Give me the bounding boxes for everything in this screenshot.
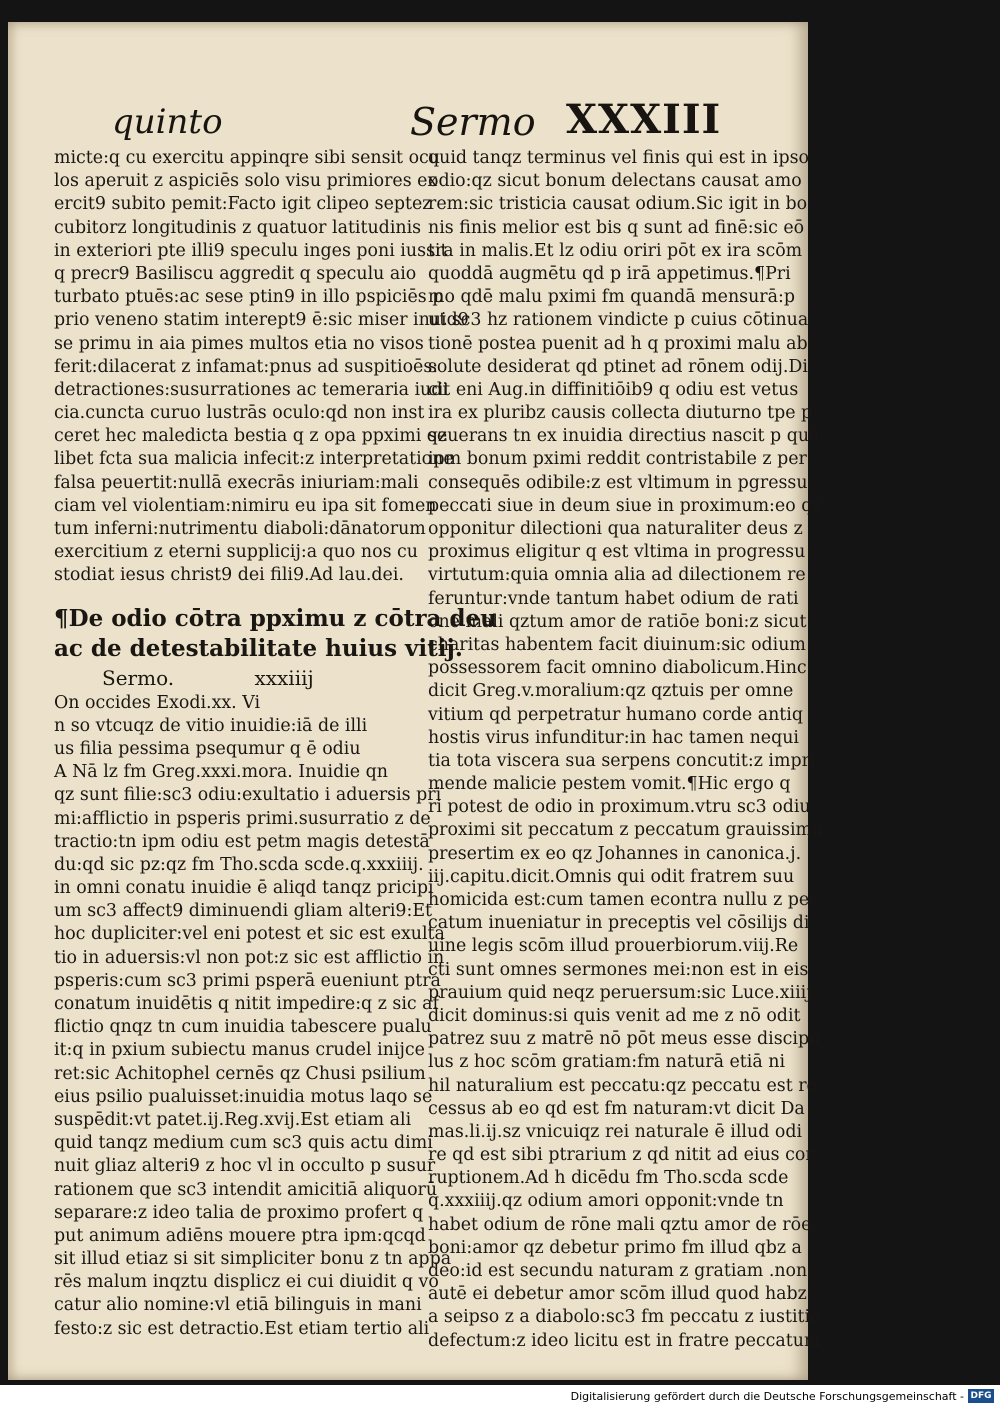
text-line: possessorem facit omnino diabolicum.Hinc <box>428 658 807 679</box>
text-line: seuerans tn ex inuidia directius nascit p quā <box>428 426 820 447</box>
text-line: hil naturalium est peccatu:qz peccatu est re <box>428 1075 817 1096</box>
text-line: mas.li.ij.sz vnicuiqz rei naturale ē illud odi <box>428 1121 803 1142</box>
text-line: q.xxxiiij.qz odium amori opponit:vnde tn <box>428 1191 784 1212</box>
text-line: A Nā lz fm Greg.xxxi.mora. Inuidie qn <box>54 762 388 783</box>
text-line: autē ei debetur amor scōm illud quod habz <box>428 1284 807 1305</box>
running-head-center: Sermo <box>410 100 536 144</box>
text-line: ira ex pluribz causis collecta diuturno tpe p <box>428 403 813 424</box>
text-line: quid tanqz terminus vel finis qui est in ipso <box>428 148 809 168</box>
text-line: n so vtcuqz de vitio inuidie:iā de illi <box>54 715 368 736</box>
text-line: festo:z sic est detractio.Est etiam tertio ali <box>54 1318 430 1339</box>
dfg-logo: DFG <box>968 1389 994 1403</box>
text-line: it:q in pxium subiectu manus crudel inijce <box>54 1040 425 1061</box>
text-line: mende malicie pestem vomit.¶Hic ergo q <box>428 774 791 795</box>
text-line: in omni conatu inuidie ē aliqd tanqz pricipi <box>54 878 434 899</box>
text-line: mo qdē malu pximi fm quandā mensurā:p <box>428 287 795 308</box>
text-line: ut sc3 hz rationem vindicte p cuius cōtinua <box>428 310 809 331</box>
text-line: um sc3 affect9 diminuendi gliam alteri9:Et <box>54 901 433 922</box>
text-line: in exteriori pte illi9 speculu inges poni iussit <box>54 240 448 261</box>
text-line: tum inferni:nutrimentu diaboli:dānatorum <box>54 519 426 539</box>
sermo-label <box>102 664 426 692</box>
text-line: rēs malum inqztu displicz ei cui diuidit q vo <box>54 1272 439 1293</box>
text-line: ri potest de odio in proximum.vtru sc3 odiu <box>428 797 811 818</box>
text-line: libet fcta sua malicia infecit:z interpretatione <box>54 449 454 470</box>
text-line: du:qd sic pz:qz fm Tho.scda scde.q.xxxiiij. <box>54 854 424 875</box>
text-line: tionē postea puenit ad h q proximi malu ab <box>428 333 808 354</box>
text-line: ciam vel violentiam:nimiru eu ipa sit fomen <box>54 495 437 516</box>
text-line: flictio qnqz tn cum inuidia tabescere pualu <box>54 1017 432 1038</box>
text-line: cit eni Aug.in diffinitiōib9 q odiu est vetus <box>428 379 799 400</box>
text-line: On occides Exodi.xx. Vi <box>54 692 261 713</box>
text-line: cia.cuncta curuo lustrās oculo:qd non inst <box>54 403 425 424</box>
text-line: re qd est sibi ptrarium z qd nitit ad eius cor <box>428 1145 814 1166</box>
text-line: one mali qztum amor de ratiōe boni:z sicut <box>428 611 807 632</box>
sermo-word: Sermo. <box>102 665 175 690</box>
text-line: turbato ptuēs:ac sese ptin9 in illo pspiciēs p <box>54 287 444 308</box>
text-line: conatum inuidētis q nitit impedire:q z sic af <box>54 994 439 1014</box>
text-line: uine legis scōm illud prouerbiorum.viij.Re <box>428 936 799 957</box>
book-page <box>8 22 824 1380</box>
text-line: peccati siue in deum siue in proximum:eo qz <box>428 495 822 516</box>
text-line: homicida est:cum tamen econtra nullu z pec <box>428 890 819 910</box>
text-line: boni:amor qz debetur primo fm illud qbz a <box>428 1237 802 1258</box>
section-heading-line-2: ac de detestabilitate huius vitij. <box>54 634 463 662</box>
text-line: cti sunt omnes sermones mei:non est in eis <box>428 959 809 980</box>
text-line: catur alio nomine:vl etiā bilinguis in mani <box>54 1295 422 1316</box>
text-line: prio veneno statim interept9 ē:sic miser inuid9 <box>54 310 469 331</box>
text-line: deo:id est secundu naturam z gratiam .non <box>428 1261 808 1281</box>
text-line: vitium qd perpetratur humano corde antiq <box>428 704 803 725</box>
funding-notice: Digitalisierung gefördert durch die Deutsche Forschungsgemeinschaft - <box>570 1390 964 1403</box>
section-heading <box>54 604 497 664</box>
text-line: opponitur dilectioni qua naturaliter deus z <box>428 519 803 539</box>
text-line: tio in aduersis:vl non pot:z sic est afflictio in <box>54 947 445 968</box>
text-line: tra in malis.Et lz odiu oriri pōt ex ira scōm <box>428 240 803 261</box>
text-line: tia tota viscera sua serpens concutit:z impri <box>428 750 816 771</box>
text-line: presertim ex eo qz Johannes in canonica.j. <box>428 843 802 864</box>
left-column-bottom-block <box>54 692 452 1341</box>
text-line: proximus eligitur q est vltima in progressu <box>428 542 806 563</box>
text-line: quoddā augmētu qd p irā appetimus.¶Pri <box>428 263 791 284</box>
running-head-number: XXXIII <box>566 96 722 143</box>
right-text-column <box>428 147 824 1353</box>
text-line: lus z hoc scōm gratiam:fm naturā etiā ni <box>428 1052 786 1073</box>
text-line: cessus ab eo qd est fm naturam:vt dicit Da <box>428 1098 805 1119</box>
text-line: solute desiderat qd ptinet ad rōnem odij.Di <box>428 356 808 377</box>
text-line: eius psilio pualuisset:inuidia motus laqo se <box>54 1086 433 1107</box>
text-line: ret:sic Achitophel cernēs qz Chusi psilium <box>54 1063 426 1084</box>
text-line: rem:sic tristicia causat odium.Sic igit in bo <box>428 194 808 215</box>
text-line: virtutum:quia omnia alia ad dilectionem re <box>428 565 806 586</box>
section-heading-line-1: ¶De odio cōtra ppximu z cōtra deu <box>54 604 497 632</box>
text-line: psperis:cum sc3 primi psperā eueniunt ptra <box>54 970 441 991</box>
text-line: dicit dominus:si quis venit ad me z nō odit <box>428 1005 801 1026</box>
text-line: se primu in aia pimes multos etia no visos <box>54 333 424 354</box>
text-line: a seipso z a diabolo:sc3 fm peccatu z iustitie <box>428 1307 821 1328</box>
text-line: ercit9 subito pemit:Facto igit clipeo septez <box>54 194 432 215</box>
text-line: consequēs odibile:z est vltimum in pgressu <box>428 472 808 493</box>
left-text-column <box>54 147 497 1341</box>
page-header <box>8 82 808 152</box>
text-line: hoc dupliciter:vel eni potest et sic est exulta <box>54 924 445 945</box>
text-line: proximi sit peccatum z peccatum grauissimu <box>428 820 824 841</box>
text-line: us filia pessima psequmur q ē odiu <box>54 738 361 759</box>
text-line: rationem que sc3 intendit amicitiā aliquorū <box>54 1179 438 1200</box>
text-line: tractio:tn ipm odiu est petm magis detestā <box>54 831 430 852</box>
text-line: sit illud etiaz si sit simpliciter bonu z tn appa <box>54 1249 452 1270</box>
text-line: cubitorz longitudinis z quatuor latitudinis <box>54 217 422 238</box>
text-line: hostis virus infunditur:in hac tamen nequi <box>428 727 799 748</box>
text-line: exercitium z eterni supplicij:a quo nos cu <box>54 542 418 563</box>
text-line: quid tanqz medium cum sc3 quis actu dimi <box>54 1133 433 1154</box>
text-line: ferit:dilacerat z infamat:pnus ad suspitioēs: <box>54 356 439 377</box>
text-line: put animum adiēns mouere ptra ipm:qcqd <box>54 1225 426 1246</box>
text-line: stodiat iesus christ9 dei fili9.Ad lau.dei. <box>54 565 404 586</box>
sermo-number: xxxiiij <box>254 665 314 690</box>
text-line: catum inueniatur in preceptis vel cōsilijs di <box>428 913 810 934</box>
text-line: los aperuit z aspiciēs solo visu primiores ex <box>54 171 438 192</box>
text-line: defectum:z ideo licitu est in fratre peccatum <box>428 1330 821 1351</box>
text-line: micte:q cu exercitu appinqre sibi sensit ocu <box>54 148 440 168</box>
left-column-top-block <box>54 147 469 588</box>
text-line: ipm bonum pximi reddit contristabile z per <box>428 449 807 470</box>
text-line: separare:z ideo talia de proximo profert q <box>54 1202 424 1223</box>
running-head-left: quinto <box>112 102 223 142</box>
text-line: mi:afflictio in psperis primi.susurratio z de <box>54 808 431 829</box>
text-line: ruptionem.Ad h dicēdu fm Tho.scda scde <box>428 1168 789 1189</box>
text-line: nis finis melior est bis q sunt ad finē:sic eō <box>428 217 805 238</box>
text-line: dicit Greg.v.moralium:qz qztuis per omne <box>428 681 794 702</box>
footer-bar <box>0 1387 1000 1407</box>
text-line: q precr9 Basiliscu aggredit q speculu aio <box>54 263 417 284</box>
text-line: detractiones:susurrationes ac temeraria iudi <box>54 379 448 400</box>
text-line: patrez suu z matrē nō pōt meus esse discipu <box>428 1029 821 1050</box>
text-line: habet odium de rōne mali qztu amor de rōe <box>428 1214 812 1235</box>
text-line: iij.capitu.dicit.Omnis qui odit fratrem suu <box>428 866 795 887</box>
text-line: charitas habentem facit diuinum:sic odium <box>428 634 806 655</box>
text-line: nuit gliaz alteri9 z hoc vl in occulto p susur <box>54 1156 436 1177</box>
text-line: prauium quid neqz peruersum:sic Luce.xiiij. <box>428 982 818 1003</box>
text-line: ceret hec maledicta bestia q z opa ppximi qz <box>54 426 448 447</box>
text-line: falsa peuertit:nullā execrās iniuriam:mali <box>54 472 419 493</box>
text-line: feruntur:vnde tantum habet odium de rati <box>428 588 799 609</box>
text-line: suspēdit:vt patet.ij.Reg.xvij.Est etiam ali <box>54 1109 412 1130</box>
text-line: odio:qz sicut bonum delectans causat amo <box>428 171 802 192</box>
text-line: qz sunt filie:sc3 odiu:exultatio i aduersis pri <box>54 785 442 806</box>
